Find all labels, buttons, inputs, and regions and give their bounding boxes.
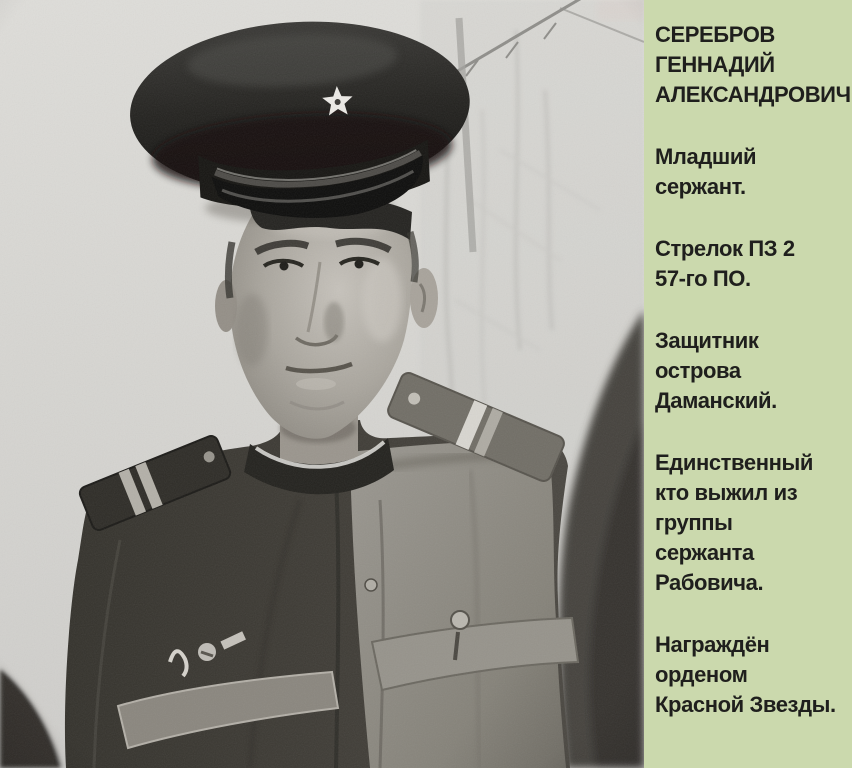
caption-line: сержанта — [655, 540, 754, 565]
caption-paragraph-defender — [655, 326, 850, 416]
caption-line: группы — [655, 510, 733, 535]
caption-line: 57-го ПО. — [655, 266, 751, 291]
caption-line: сержант. — [655, 174, 746, 199]
caption-line: АЛЕКСАНДРОВИЧ — [655, 82, 851, 107]
caption-line: Единственный — [655, 450, 814, 475]
caption-line: кто выжил из — [655, 480, 798, 505]
caption-panel — [644, 0, 852, 768]
caption-line: острова — [655, 358, 741, 383]
caption-paragraph-full-name — [655, 20, 850, 110]
caption-line: СЕРЕБРОВ — [655, 22, 775, 47]
caption-line: Красной Звезды. — [655, 692, 836, 717]
caption-line: Младший — [655, 144, 757, 169]
caption-paragraph-award — [655, 630, 850, 720]
caption-line: Награждён — [655, 632, 770, 657]
caption-paragraph-unit — [655, 234, 850, 294]
caption-line: ГЕННАДИЙ — [655, 52, 775, 77]
caption-line: Защитник — [655, 328, 759, 353]
caption-line: Рабовича. — [655, 570, 764, 595]
caption-line: Стрелок ПЗ 2 — [655, 236, 795, 261]
caption-line: Даманский. — [655, 388, 777, 413]
caption-paragraph-rank — [655, 142, 850, 202]
caption-line: орденом — [655, 662, 748, 687]
caption-paragraph-survivor — [655, 448, 850, 598]
